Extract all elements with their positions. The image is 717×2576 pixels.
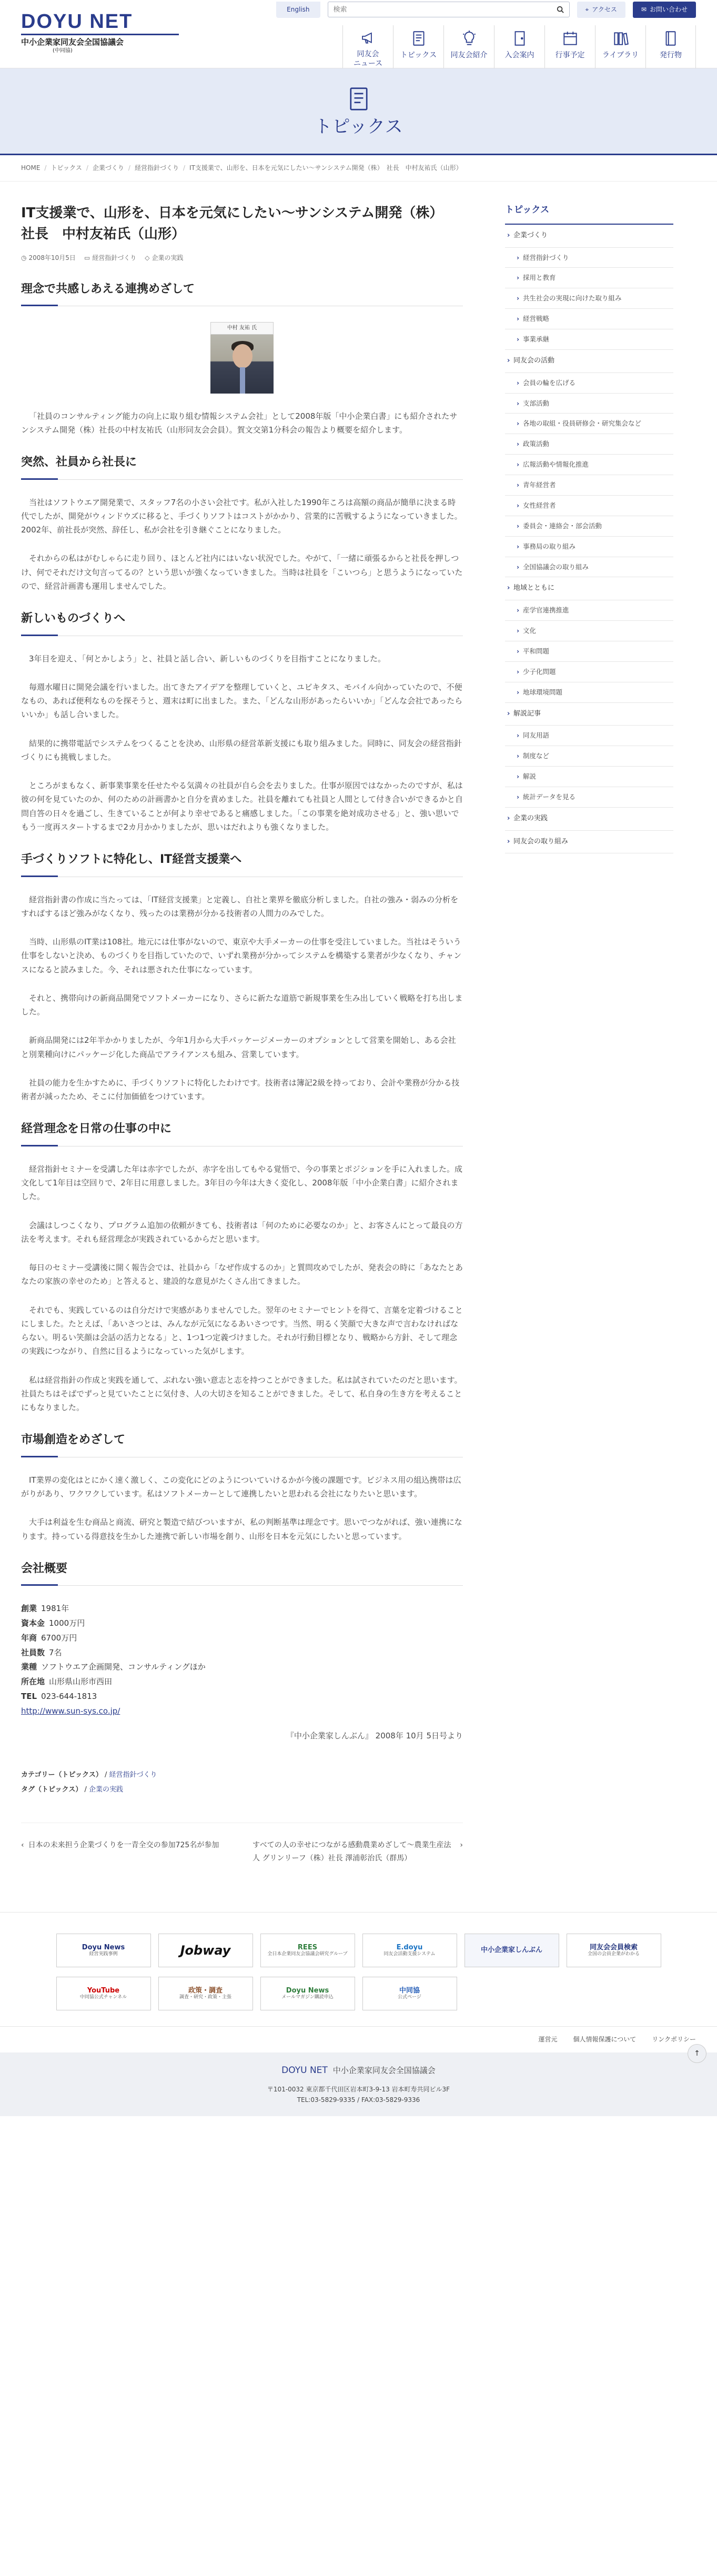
clock-icon: ◷	[21, 254, 27, 261]
banner-link-facebook[interactable]	[362, 1977, 457, 2010]
sidebar-item	[505, 516, 673, 537]
section-heading: 市場創造をめざして	[21, 1430, 463, 1457]
nav-topics[interactable]	[393, 25, 443, 68]
sidebar-item	[505, 475, 673, 496]
nav-news-label: 同友会 ニュース	[353, 49, 383, 68]
folder-icon: ▭	[84, 254, 90, 261]
footer-links	[0, 2026, 717, 2052]
page-top-button[interactable]	[688, 2044, 706, 2063]
sidebar-item	[505, 537, 673, 557]
banner-sublabel: 全日本企業同友会協議会研究グループ	[267, 1951, 348, 1957]
paragraph: 毎週水曜日に開発会議を行いました。出てきたアイデアを整理していくと、ユビキタス、モバイル向かっていたので、不便なもの、あれば便利なものを探そうと、週末は町に出ました。また、「どんな山形があったらいいか」「どんな会社であったらいいか」も話し合いました。	[21, 682, 463, 720]
breadcrumb-separator: /	[86, 164, 88, 172]
logo-org-abbr: (中同協)	[53, 47, 73, 54]
sidebar-item	[505, 329, 673, 350]
search-icon[interactable]	[557, 6, 564, 13]
sidebar-link[interactable]: › 産学官連携推進	[505, 600, 673, 620]
taxonomy-tag: タグ（トピックス） / 企業の実践	[21, 1786, 124, 1794]
page-title: トピックス	[314, 116, 403, 137]
paragraph: 「社員のコンサルティング能力の向上に取り組む情報システム会社」として2008年版「中小企業白書」にも紹介されたサンシステム開発（株）社長の中村友祐氏（山形同友会会員）。賀文交第1分科会の報告より概要を紹介します。	[21, 411, 458, 435]
banner-label: 中同協	[399, 1986, 420, 1995]
sidebar-item	[505, 557, 673, 578]
sidebar-link[interactable]: › 青年経営者	[505, 475, 673, 495]
portrait-photo	[210, 322, 274, 394]
document-icon	[345, 85, 373, 113]
category-label: カテゴリー（トピックス）	[21, 1770, 103, 1779]
paragraph: それと、携帯向けの新商品開発でソフトメーカーになり、さらに新たな道筋で新規事業を生み出していく戦略を打ち出しました。	[21, 993, 463, 1017]
source-note: 『中小企業家しんぶん』 2008年 10月 5日号より	[286, 1731, 463, 1741]
arrow-up-icon: ↑	[694, 2049, 700, 2058]
banner-label: Doyu News	[286, 1986, 329, 1995]
next-post-title: すべての人の幸せにつながる感動農業めざして〜農業生産法人 グリンリーフ（株）社長 澤浦彰治氏（群馬）	[253, 1841, 451, 1863]
sidebar-link[interactable]: › 支部活動	[505, 394, 673, 414]
sidebar-item	[505, 808, 673, 831]
sidebar-item	[505, 726, 673, 746]
english-button[interactable]: English	[276, 2, 320, 18]
sidebar-item	[505, 662, 673, 682]
nav-events[interactable]	[544, 25, 595, 68]
banner-label: 同友会会員検索	[589, 1943, 638, 1951]
paragraph: 当社はソフトウエア開発業で、スタッフ7名の小さい会社です。私が入社した1990年ころは高額の商品が簡単に決まる時代でしたが、開発がウィンドウズに移ると、手づくりソフトはコストがかかり、営業的に苦戦するようになっていきました。2002年、前社長が突然、辞任し、私が会社を引き継ぐことになりました。	[21, 497, 462, 535]
banner-label: 政策・調査	[188, 1986, 223, 1995]
banner-sublabel: 経営実践事例	[89, 1951, 118, 1957]
sidebar-link[interactable]: › 統計データを見る	[505, 787, 673, 807]
sidebar-item	[505, 787, 673, 808]
sidebar-link[interactable]: › 制度など	[505, 746, 673, 766]
banner-sublabel: 中同協公式チャンネル	[79, 1995, 127, 2000]
sidebar-item	[505, 703, 673, 726]
post-navigation	[21, 1823, 463, 1865]
nav-library[interactable]	[595, 25, 645, 68]
category-link[interactable]: 経営指針づくり	[109, 1770, 157, 1779]
banner-link-edoyu[interactable]	[362, 1934, 457, 1967]
breadcrumb-category[interactable]: 経営指針づくり	[134, 164, 179, 172]
section-heading: 新しいものづくりへ	[21, 609, 463, 636]
banner-link-news[interactable]	[260, 1977, 355, 2010]
nav-about[interactable]	[443, 25, 494, 68]
paragraph: 経営指針セミナーを受講した年は赤字でしたが、赤字を出してもやる覚悟で、今の事業とポジションを手に入れました。成文化して1年目は空回りで、2年目に用意しました。3年目の今年は大きく変化し、2008年版「中小企業白書」に紹介されました。	[21, 1164, 463, 1202]
site-header	[0, 0, 717, 68]
breadcrumb-current: IT支援業で、山形を、日本を元気にしたい〜サンシステム開発（株） 社長 中村友祐氏（山形）	[189, 164, 462, 172]
banner-sublabel: 全国の会員企業がわかる	[587, 1951, 640, 1957]
sidebar-item	[505, 455, 673, 475]
sidebar-link[interactable]: › 同友会の取り組み	[505, 831, 673, 853]
company-heading: 会社概要	[21, 1559, 463, 1586]
banner-sublabel: メールマガジン購読申込	[281, 1995, 334, 2000]
nav-publications-label: 発行物	[660, 51, 682, 59]
banner-sublabel: 公式ページ	[398, 1995, 421, 2000]
footer-link-privacy[interactable]: 個人情報保護について	[573, 2036, 637, 2044]
main-nav	[342, 25, 696, 68]
footer-org	[0, 2063, 717, 2079]
banner-label: REES	[297, 1943, 318, 1951]
book-open-icon	[662, 29, 680, 47]
banner-link-jobway[interactable]	[158, 1934, 253, 1967]
content-area	[0, 182, 717, 1886]
tag-label: タグ（トピックス）	[21, 1786, 83, 1794]
top-utility-bar	[276, 0, 696, 19]
document-icon	[410, 29, 428, 47]
paragraph: IT業界の変化はとにかく速く激しく、この変化にどのようについていけるかが今後の課題です。ビジネス用の組込携帯は広がりがあり、ワクワクしています。私はソフトメーカーとして連携したいと思われる会社になりたいと思います。	[21, 1475, 461, 1499]
paragraph: 新商品開発には2年半かかりましたが、今年1月から大手パッケージメーカーのオプションとして営業を開始し、ある会社と別業種向けにパッケージ化した商品でアライアンスも組み、営業しています。	[21, 1035, 456, 1059]
breadcrumb-kigyo[interactable]: 企業づくり	[92, 164, 124, 172]
company-row: 資本金 1000万円	[21, 1618, 85, 1628]
banner-link-shinbun[interactable]	[464, 1934, 559, 1967]
lightbulb-icon	[460, 29, 478, 47]
sidebar-link[interactable]: › 事務局の取り組み	[505, 537, 673, 557]
access-button[interactable]	[577, 2, 625, 18]
article-date	[21, 253, 76, 264]
sidebar-link[interactable]: › 経営指針づくり	[505, 248, 673, 268]
sidebar-list	[505, 225, 673, 854]
sidebar-item	[505, 414, 673, 434]
tag-link[interactable]: 企業の実践	[89, 1786, 124, 1794]
door-icon	[511, 29, 529, 47]
banner-link-doyu[interactable]	[56, 1934, 151, 1967]
paragraph: 大手は利益を生む商品と商流、研究と製造で結びついますが、私の判断基準は理念です。思いでつながれば、強い連携になります。持っている得意技を生かした連携で新しい市場を創り、山形を日本を元気にしたいと思っています。	[21, 1517, 462, 1541]
search-box	[328, 2, 570, 17]
banner-label: Doyu News	[82, 1943, 125, 1951]
paragraph: それでも、実践しているのは自分だけで実感がありませんでした。翌年のセミナーでヒントを得て、言葉を定着づけることにしました。たとえば、「あいさつとは、みんなが元気になるあいさつです。当然、明るく笑顔で大きな声で言わなければならない。明るい笑顔は会話の活力となる」と、1つ1つ定義づけました。それが行動目標となり、戦略から方針、そして理念の実践につながり、自然に目るようになっていった気がします。	[21, 1305, 463, 1356]
sidebar-item	[505, 350, 673, 373]
company-row: 社員数 7名	[21, 1647, 62, 1657]
sidebar-item	[505, 496, 673, 516]
sidebar-item	[505, 248, 673, 268]
map-pin-icon: ⌖	[585, 5, 589, 13]
sidebar-link[interactable]: › 解説	[505, 767, 673, 787]
banner-link-seisaku[interactable]	[158, 1977, 253, 2010]
paragraph: 会議はしつこくなり、プログラム追加の依頼がきても、技術者は「何のために必要なのか」と、お客さんにとって最良の方法を考えます。それも経営理念が実践されているからだと思います。	[21, 1220, 463, 1244]
banner-sublabel: 調査・研究・政策・主張	[179, 1995, 231, 2000]
date-text: 2008年10月5日	[28, 254, 76, 261]
sidebar-item	[505, 268, 673, 288]
footer-org-name: 中小企業家同友会全国協議会	[332, 2066, 436, 2076]
category-text: 経営指針づくり	[92, 254, 137, 261]
footer-brand: DOYU NET	[281, 2065, 328, 2076]
sidebar-link[interactable]: › 広報活動や情報化推進	[505, 455, 673, 475]
nav-news[interactable]	[342, 25, 393, 68]
paragraph: 当時、山形県のIT業は108社。地元には仕事がないので、東京や大手メーカーの仕事を受注していました。当社はそういう仕事をしないと決め、ものづくりを目指していたので、いずれ業務が分かってシステムを構築する業者が少なくなり、チャンスになると読みました。今、それは悪された仕事になっています。	[21, 937, 462, 974]
paragraph: 私は経営指針の作成と実践を通して、ぶれない強い意志と志を持つことができました。私は試されていたのだと思います。社員たちはそばでずっと見ていたことに気付き、人の大切さを知ることができました。そして、私自身の生き方を考えることにもなりました。	[21, 1375, 462, 1413]
section-heading: 理念で共感しあえる連携めざして	[21, 279, 463, 307]
nav-topics-label: トピックス	[400, 51, 437, 59]
sidebar-link[interactable]: › 文化	[505, 621, 673, 641]
chevron-right-icon: ›	[460, 1841, 463, 1850]
books-icon	[612, 29, 630, 47]
section-heading: 突然、社員から社長に	[21, 452, 463, 480]
search-input[interactable]	[334, 6, 557, 14]
contact-button[interactable]	[633, 2, 696, 18]
banner-label: YouTube	[87, 1986, 120, 1995]
banner-link-rees[interactable]	[260, 1934, 355, 1967]
sidebar-link[interactable]: › 女性経営者	[505, 496, 673, 516]
logo-wordmark: DOYU NET	[21, 11, 133, 33]
sidebar-link[interactable]: › 共生社会の実現に向けた取り組み	[505, 288, 673, 308]
banner-sublabel: 同友会活動支援システム	[383, 1951, 436, 1957]
mail-icon: ✉	[641, 5, 647, 13]
sidebar-item	[505, 621, 673, 641]
sidebar-link[interactable]: › 政策活動	[505, 434, 673, 454]
section-heading: 手づくりソフトに特化し、IT経営支援業へ	[21, 850, 463, 877]
sidebar-link[interactable]: › 地域とともに	[505, 577, 673, 600]
sidebar-link[interactable]: › 少子化問題	[505, 662, 673, 682]
nav-library-label: ライブラリ	[602, 51, 639, 59]
company-info	[21, 1602, 463, 1718]
nav-about-label: 同友会紹介	[450, 51, 488, 59]
company-url-link[interactable]: http://www.sun-sys.co.jp/	[21, 1706, 120, 1716]
breadcrumb-topics[interactable]: トピックス	[51, 164, 82, 172]
sidebar-item	[505, 434, 673, 455]
sidebar-item	[505, 309, 673, 329]
breadcrumb-home[interactable]: HOME	[21, 164, 41, 172]
sidebar-link[interactable]: › 同友用語	[505, 726, 673, 746]
site-logo[interactable]	[21, 12, 189, 54]
sidebar	[505, 203, 673, 1886]
paragraph: 経営指針書の作成に当たっては、「IT経営支援業」と定義し、自社と業界を徹底分析しました。自社の強み・弱みの分析をすればするほど強みがなくなり、残ったのは業務が分かる技術者の人間力のみでした。	[21, 894, 459, 918]
sidebar-link[interactable]: › 全国協議会の取り組み	[505, 557, 673, 577]
photo-caption: 中村 友祐 氏	[210, 322, 274, 335]
taxonomy-category: カテゴリー（トピックス） / 経営指針づくり	[21, 1770, 157, 1779]
logo-org-name: 中小企業家同友会全国協議会	[21, 37, 124, 47]
sidebar-link[interactable]: › 事業承継	[505, 329, 673, 349]
chevron-left-icon: ‹	[21, 1841, 24, 1850]
paragraph: 社員の能力を生かすために、手づくりソフトに特化したわけです。技術者は簿記2級を持っており、会計や業務が分かる技術者が減ったため、そこに付加価値をつけています。	[21, 1078, 460, 1102]
paragraph: ところがまもなく、新事業事業を任せたやる気満々の社員が自ら会を去りました。仕事が原因ではなかったのですが、私は彼の何を見ていたのか、何のための計画書かと自分を責めました。社員を離れても社員と人間として付き合いができるかと自問自答の日々を過ごし、生きていることが何より幸せであると痛感しました。「この事業を絶対成功させる」と、強い思いでもう一度再スタートするまで2カ月かかりましたが、思いはだれよりも強くなりました。	[21, 781, 463, 832]
company-row: 所在地 山形県山形市西田	[21, 1677, 113, 1687]
footer-tel: TEL:03-5829-9335 / FAX:03-5829-9336	[297, 2096, 420, 2104]
section-heading: 経営理念を日常の仕事の中に	[21, 1119, 463, 1146]
sidebar-link[interactable]: › 企業づくり	[505, 225, 673, 247]
sidebar-item	[505, 767, 673, 787]
company-row: 年商 6700万円	[21, 1633, 77, 1643]
sidebar-item	[505, 600, 673, 621]
prev-post-link[interactable]	[21, 1839, 231, 1865]
breadcrumb	[0, 155, 717, 182]
tag-icon: ◇	[145, 254, 150, 261]
banner-label: Jobway	[180, 1943, 231, 1958]
sidebar-item	[505, 831, 673, 854]
breadcrumb-separator: /	[44, 164, 47, 172]
article-category[interactable]	[84, 253, 136, 264]
sidebar-link[interactable]: › 各地の取組・役員研修会・研究集会など	[505, 414, 673, 434]
nav-join[interactable]	[494, 25, 544, 68]
article	[21, 203, 463, 1886]
sidebar-link[interactable]: › 委員会・連絡会・部会活動	[505, 516, 673, 536]
banner-label: 中小企業家しんぶん	[480, 1946, 542, 1955]
company-row: 業種 ソフトウエア企画開発、コンサルティングほか	[21, 1662, 206, 1672]
sidebar-item	[505, 641, 673, 662]
footer-link-policy[interactable]: リンクポリシー	[652, 2036, 696, 2044]
calendar-icon	[561, 29, 579, 47]
sidebar-link[interactable]: › 解説記事	[505, 703, 673, 726]
paragraph: 毎日のセミナー受講後に開く報告会では、社員から「なぜ作成するのか」と質問攻めでしたが、発表会の時に「あなたとあなたの家族の幸せのため」と答えると、建設的な意見がたくさん出てきました。	[21, 1263, 463, 1286]
sidebar-item	[505, 746, 673, 767]
sidebar-item	[505, 394, 673, 414]
paragraph: 3年目を迎え、「何とかしよう」と、社員と話し合い、新しいものづくりを目指すことになりました。	[29, 653, 386, 663]
nav-join-label: 入会案内	[504, 51, 534, 59]
banner-link-kensaku[interactable]	[567, 1934, 661, 1967]
page-title-banner	[0, 68, 717, 155]
footer-address: 〒101-0032 東京都千代田区岩本町3-9-13 岩本町寿共同ビル3F	[267, 2085, 450, 2093]
paragraph: それからの私はがむしゃらに走り回り、ほとんど社内にはいない状況でした。やがて、「一緒に頑張るからと社長を押しつけ、何でそれだけ文句言ってるの？という思いが強くなっていきました。当時は社員を「こいつら」と思うようになっていたので、経営計画書も運用しませんでした。	[21, 554, 463, 591]
sidebar-link[interactable]: › 採用と教育	[505, 268, 673, 288]
nav-publications[interactable]	[645, 25, 696, 68]
company-row: 創業 1981年	[21, 1604, 69, 1614]
megaphone-icon	[359, 29, 377, 46]
sidebar-item	[505, 682, 673, 703]
sidebar-link[interactable]: › 会員の輪を広げる	[505, 373, 673, 393]
tag-text: 企業の実践	[152, 254, 184, 261]
article-meta	[21, 253, 463, 264]
site-footer	[0, 2052, 717, 2116]
logo-underline	[21, 34, 179, 35]
sidebar-link[interactable]: › 企業の実践	[505, 808, 673, 830]
footer-link-operator[interactable]: 運営元	[538, 2036, 558, 2044]
company-row: TEL 023-644-1813	[21, 1691, 97, 1701]
sidebar-link[interactable]: › 経営戦略	[505, 309, 673, 329]
access-label: アクセス	[592, 5, 617, 13]
sidebar-item	[505, 225, 673, 248]
sidebar-link[interactable]: › 地球環境問題	[505, 682, 673, 702]
banner-grid	[0, 1912, 717, 2026]
sidebar-link[interactable]: › 同友会の活動	[505, 350, 673, 373]
sidebar-item	[505, 373, 673, 394]
sidebar-title: トピックス	[505, 203, 673, 225]
sidebar-item	[505, 288, 673, 309]
article-title: IT支援業で、山形を、日本を元気にしたい〜サンシステム開発（株） 社長 中村友祐氏（山形）	[21, 205, 450, 243]
contact-label: お問い合わせ	[649, 5, 688, 13]
paragraph: 結果的に携帯電話でシステムをつくることを決め、山形県の経営革新支援にも取り組みました。同時に、同友会の経営指針づくりにも挑戦しました。	[21, 738, 462, 762]
banner-label: E.doyu	[396, 1943, 423, 1951]
sidebar-item	[505, 577, 673, 600]
article-tag[interactable]	[145, 253, 183, 264]
nav-events-label: 行事予定	[555, 51, 585, 59]
breadcrumb-separator: /	[183, 164, 186, 172]
portrait-image	[210, 335, 274, 394]
sidebar-link[interactable]: › 平和問題	[505, 641, 673, 661]
breadcrumb-separator: /	[128, 164, 130, 172]
next-post-link[interactable]	[253, 1839, 463, 1865]
prev-post-title: 日本の未来担う企業づくりを一青全交の参加725名が参加	[28, 1841, 219, 1850]
banner-link-youtube[interactable]	[56, 1977, 151, 2010]
